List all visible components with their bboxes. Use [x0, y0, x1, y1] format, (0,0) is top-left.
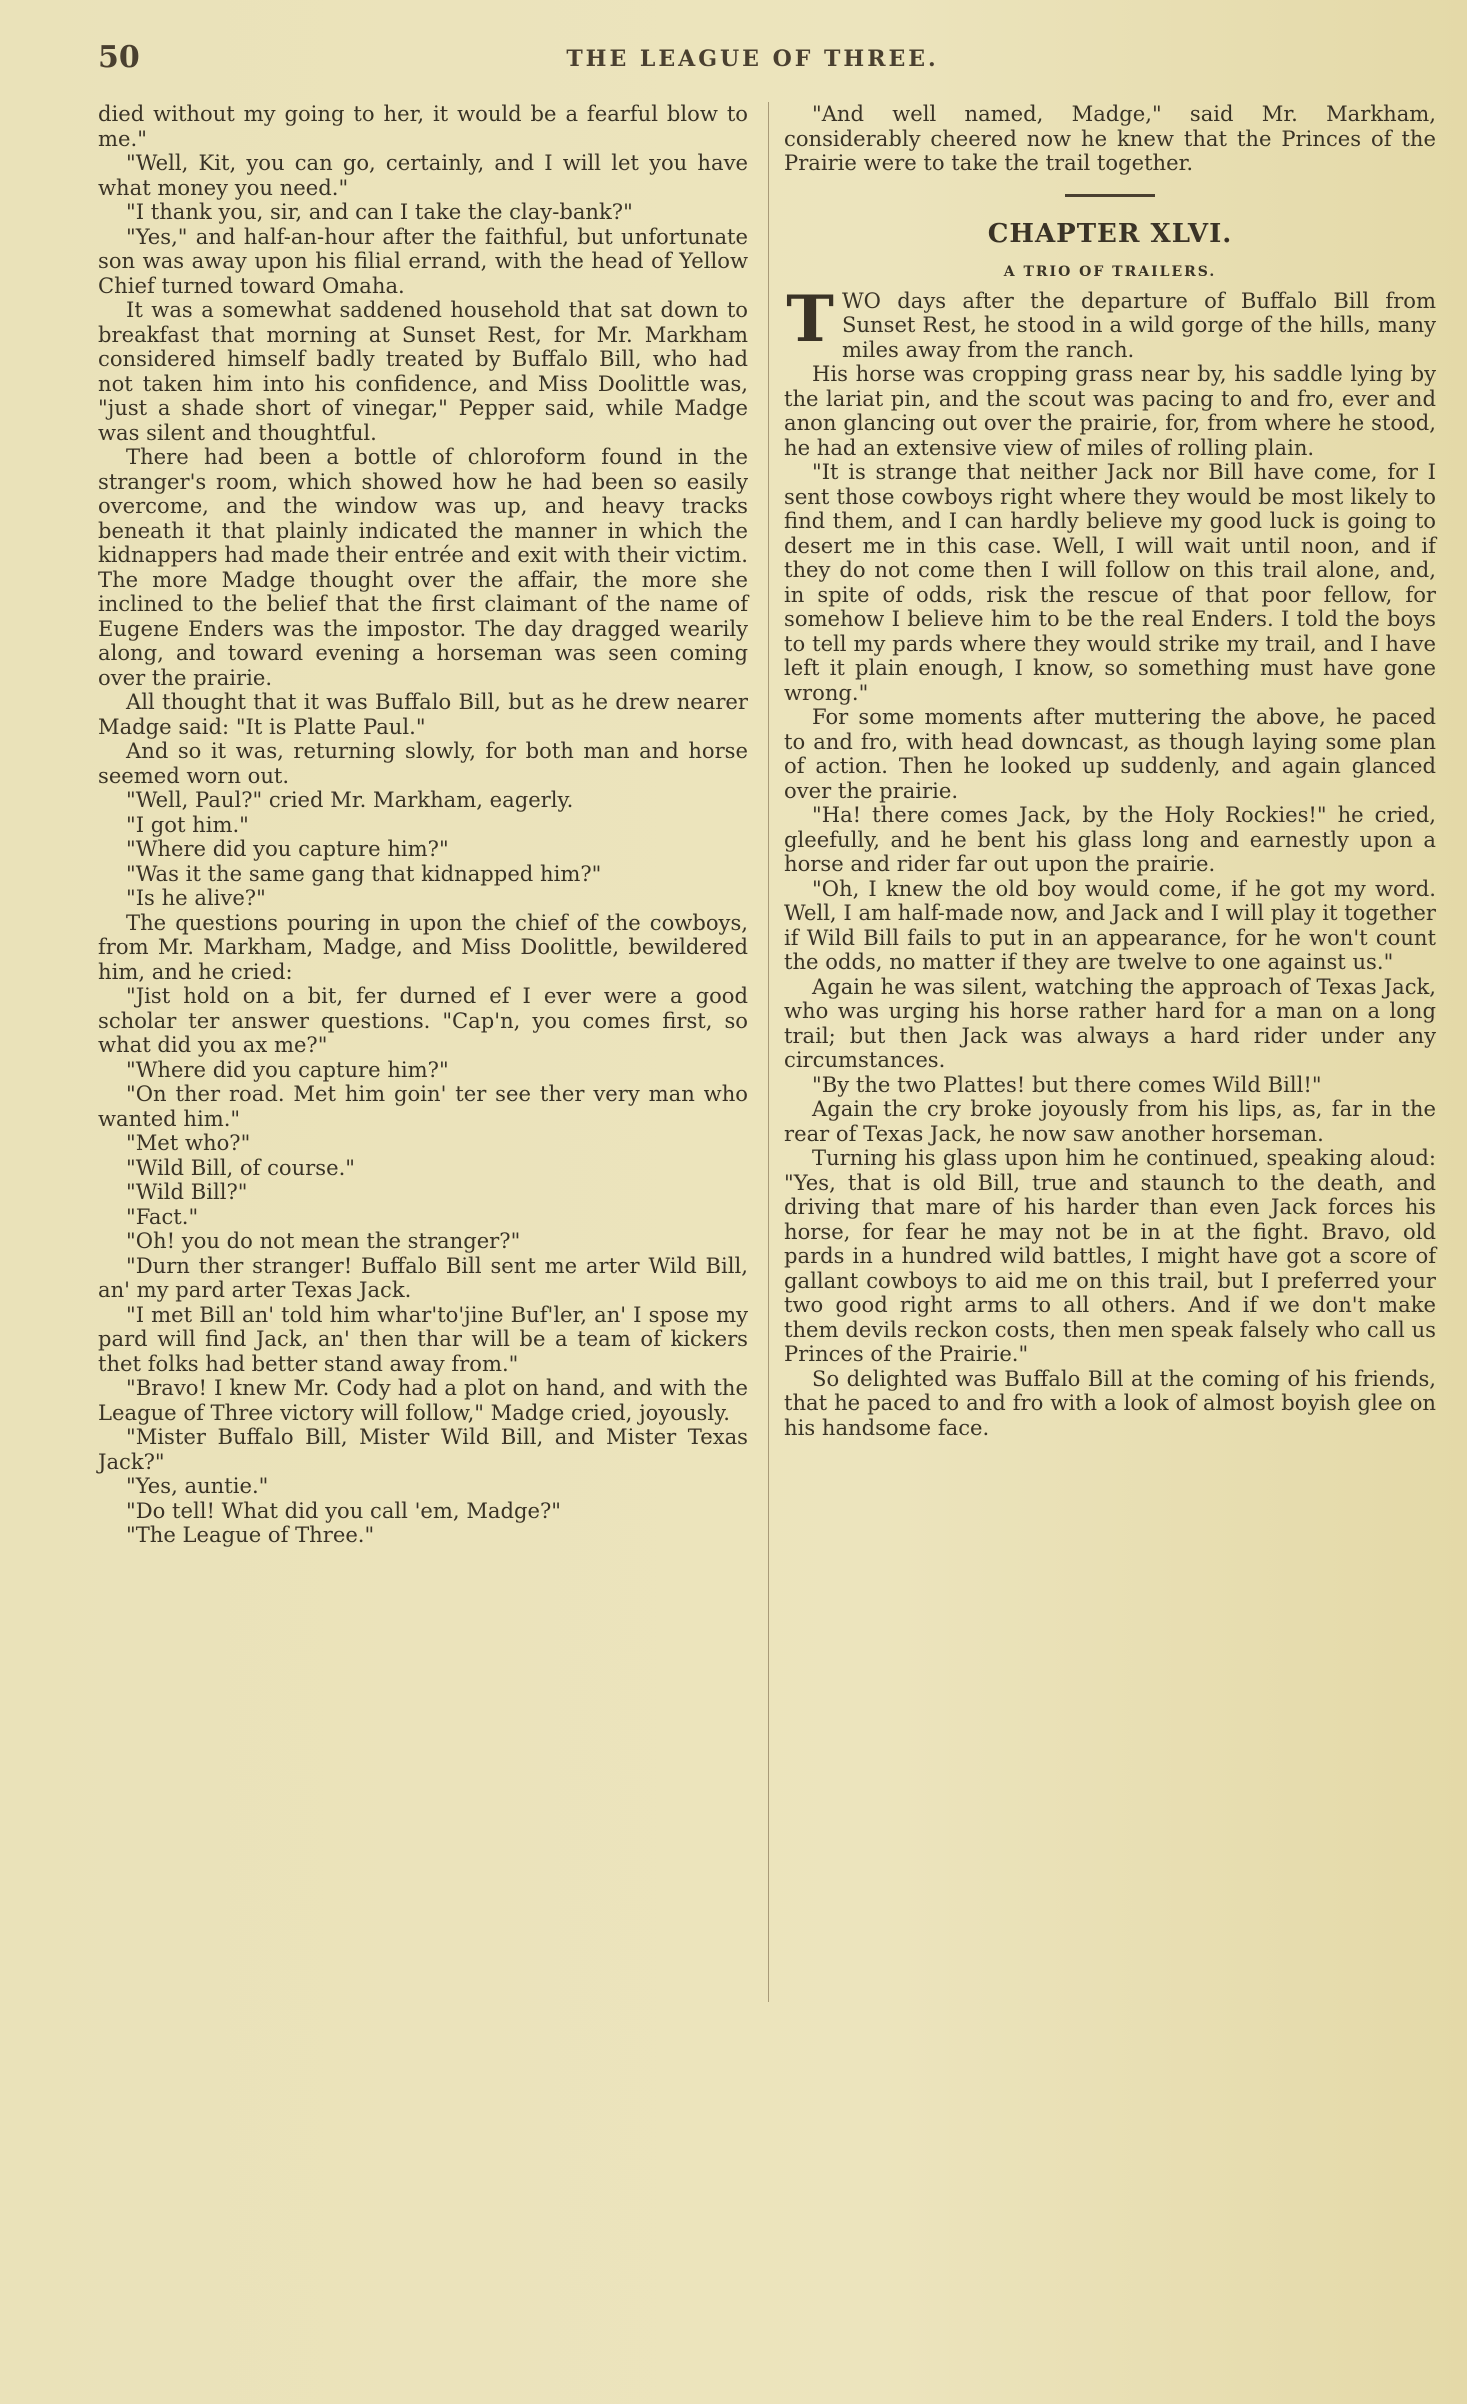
paragraph: "And well named, Madge," said Mr. Markham, considerably cheered now he knew that the Princes of the Prairie were to take the trail together.	[784, 101, 1436, 175]
chapter-title: CHAPTER XLVI.	[987, 218, 1233, 249]
paragraph: "Bravo! I knew Mr. Cody had a plot on hand, and with the League of Three victory will follow," Madge cried, joyously.	[98, 1375, 748, 1425]
paragraph: died without my going to her, it would be a fearful blow to me."	[98, 101, 748, 151]
paragraph: "Wild Bill?"	[126, 1179, 248, 1204]
paragraph: "Where did you capture him?"	[126, 1056, 449, 1082]
paragraph: "Where did you capture him?"	[126, 836, 449, 861]
paragraph: "Ha! there comes Jack, by the Holy Rockies!" he cried, gleefully, and he bent his glass long and earnestly upon a horse and rider far out upon the prairie.	[784, 802, 1436, 876]
paragraph: "Wild Bill, of course."	[126, 1154, 355, 1180]
right-column	[784, 102, 1436, 1440]
paragraph: Turning his glass upon him he continued, speaking aloud: "Yes, that is old Bill, true and staunch to the death, and driving that mare of his harder than even Jack forces his horse, for fear he may not be in at the fight. Bravo, old pards in a hundred wild battles, I might have got a score of gallant cowboys to aid me on this trail, but I preferred your two good right arms to all others. And if we don't make them devils reckon costs, then men speak falsely who call us Princes of the Prairie."	[784, 1145, 1436, 1366]
paragraph: "Met who?"	[126, 1130, 251, 1155]
paragraph: "Do tell! What did you call 'em, Madge?"	[126, 1497, 561, 1523]
paragraph: "It is strange that neither Jack nor Bill have come, for I sent those cowboys right where they would be most likely to find them, and I can hardly believe my good luck is going to desert me in this case. Well, I will wait until noon, and if they do not come then I will follow on this trail alone, and, in spite of odds, risk the rescue of that poor fellow, for somehow I believe him to be the real Enders. I told the boys to tell my pards where they would strike my trail, and I have left it plain enough, I know, so something must have gone wrong."	[784, 459, 1436, 705]
paragraph: "By the two Plattes! but there comes Wild Bill!"	[812, 1071, 1322, 1097]
paragraph: "Durn ther stranger! Buffalo Bill sent me arter Wild Bill, an' my pard arter Texas Jack.	[98, 1252, 748, 1302]
page-header	[98, 40, 1407, 80]
paragraph: And so it was, returning slowly, for both man and horse seemed worn out.	[98, 738, 748, 788]
paragraph: The questions pouring in upon the chief of the cowboys, from Mr. Markham, Madge, and Miss Doolittle, bewildered him, and he cried:	[98, 909, 748, 984]
page-number: 50	[98, 40, 140, 75]
paragraph: "Yes, auntie."	[126, 1473, 269, 1498]
paragraph: "Jist hold on a bit, fer durned ef I ever were a good scholar ter answer questions. "Cap'n, you comes first, so what did you ax me?"	[98, 983, 748, 1057]
paragraph: "Is he alive?"	[126, 885, 266, 910]
opening-text: WO days after the departure of Buffalo Bill from Sunset Rest, he stood in a wild gorge of the hills, many miles away from the ranch.	[842, 287, 1436, 362]
running-title: THE LEAGUE OF THREE.	[566, 46, 939, 72]
paragraph: "On ther road. Met him goin' ter see ther very man who wanted him."	[98, 1081, 748, 1131]
paragraph: "Fact."	[126, 1203, 199, 1229]
paragraph: "I met Bill an' told him whar'to'jine Buf'ler, an' I spose my pard will find Jack, an' then thar will be a team of kickers thet folks had better stand away from."	[98, 1301, 748, 1376]
paragraph: His horse was cropping grass near by, his saddle lying by the lariat pin, and the scout was pacing to and fro, ever and anon glancing out over the prairie, for, from where he stood, he had an extensive view of miles of rolling plain.	[784, 361, 1436, 460]
paragraph: "Oh, I knew the old boy would come, if he got my word. Well, I am half-made now, and Jack and I will play it together if Wild Bill fails to put in an appearance, for he won't count the odds, no matter if they are twelve to one against us."	[784, 875, 1436, 974]
section-divider	[1065, 194, 1155, 197]
paragraph: There had been a bottle of chloroform found in the stranger's room, which showed how he had been so easily overcome, and the window was up, and heavy tracks beneath it that plainly indicated the manner in which the kidnappers had made their entrée and exit with their victim. The more Madge thought over the affair, the more she inclined to the belief that the first claimant of the name of Eugene Enders was the impostor. The day dragged wearily along, and toward evening a horseman was seen coming over the prairie.	[98, 444, 748, 690]
chapter-subtitle: A TRIO OF TRAILERS.	[1003, 263, 1217, 280]
paragraph: "Was it the same gang that kidnapped him?"	[126, 860, 602, 886]
paragraph: "I thank you, sir, and can I take the clay-bank?"	[126, 199, 633, 224]
paragraph: "The League of Three."	[126, 1522, 375, 1547]
paragraph: "Well, Kit, you can go, certainly, and I will let you have what money you need."	[98, 150, 748, 200]
paragraph: "I got him."	[126, 811, 249, 837]
paragraph: "Yes," and half-an-hour after the faithful, but unfortunate son was away upon his filial errand, with the head of Yellow Chief turned toward Omaha.	[98, 223, 748, 298]
chapter-opening-paragraph	[784, 281, 1436, 363]
paragraph: "Mister Buffalo Bill, Mister Wild Bill, and Mister Texas Jack?"	[98, 1424, 748, 1474]
paragraph: "Well, Paul?" cried Mr. Markham, eagerly.	[126, 787, 574, 812]
left-column	[98, 102, 748, 1548]
paragraph: So delighted was Buffalo Bill at the coming of his friends, that he paced to and fro with a look of almost boyish glee on his handsome face.	[784, 1365, 1436, 1440]
paragraph: All thought that it was Buffalo Bill, but as he drew nearer Madge said: "It is Platte Paul."	[98, 689, 748, 739]
paragraph: For some moments after muttering the above, he paced to and fro, with head downcast, as though laying some plan of action. Then he looked up suddenly, and again glanced over the prairie.	[784, 704, 1436, 803]
paragraph: Again he was silent, watching the approach of Texas Jack, who was urging his horse rather hard for a man on a long trail; but then Jack was always a hard rider under any circumstances.	[784, 973, 1436, 1072]
paragraph: Again the cry broke joyously from his lips, as, far in the rear of Texas Jack, he now saw another horseman.	[784, 1096, 1436, 1146]
paragraph: "Oh! you do not mean the stranger?"	[126, 1228, 521, 1253]
column-divider	[768, 102, 769, 2002]
drop-cap: T	[786, 281, 834, 357]
paragraph: It was a somewhat saddened household that sat down to breakfast that morning at Sunset Rest, for Mr. Markham considered himself badly treated by Buffalo Bill, who had not taken him into his confidence, and Miss Doolittle was, "just a shade short of vinegar," Pepper said, while Madge was silent and thoughtful.	[98, 297, 748, 445]
